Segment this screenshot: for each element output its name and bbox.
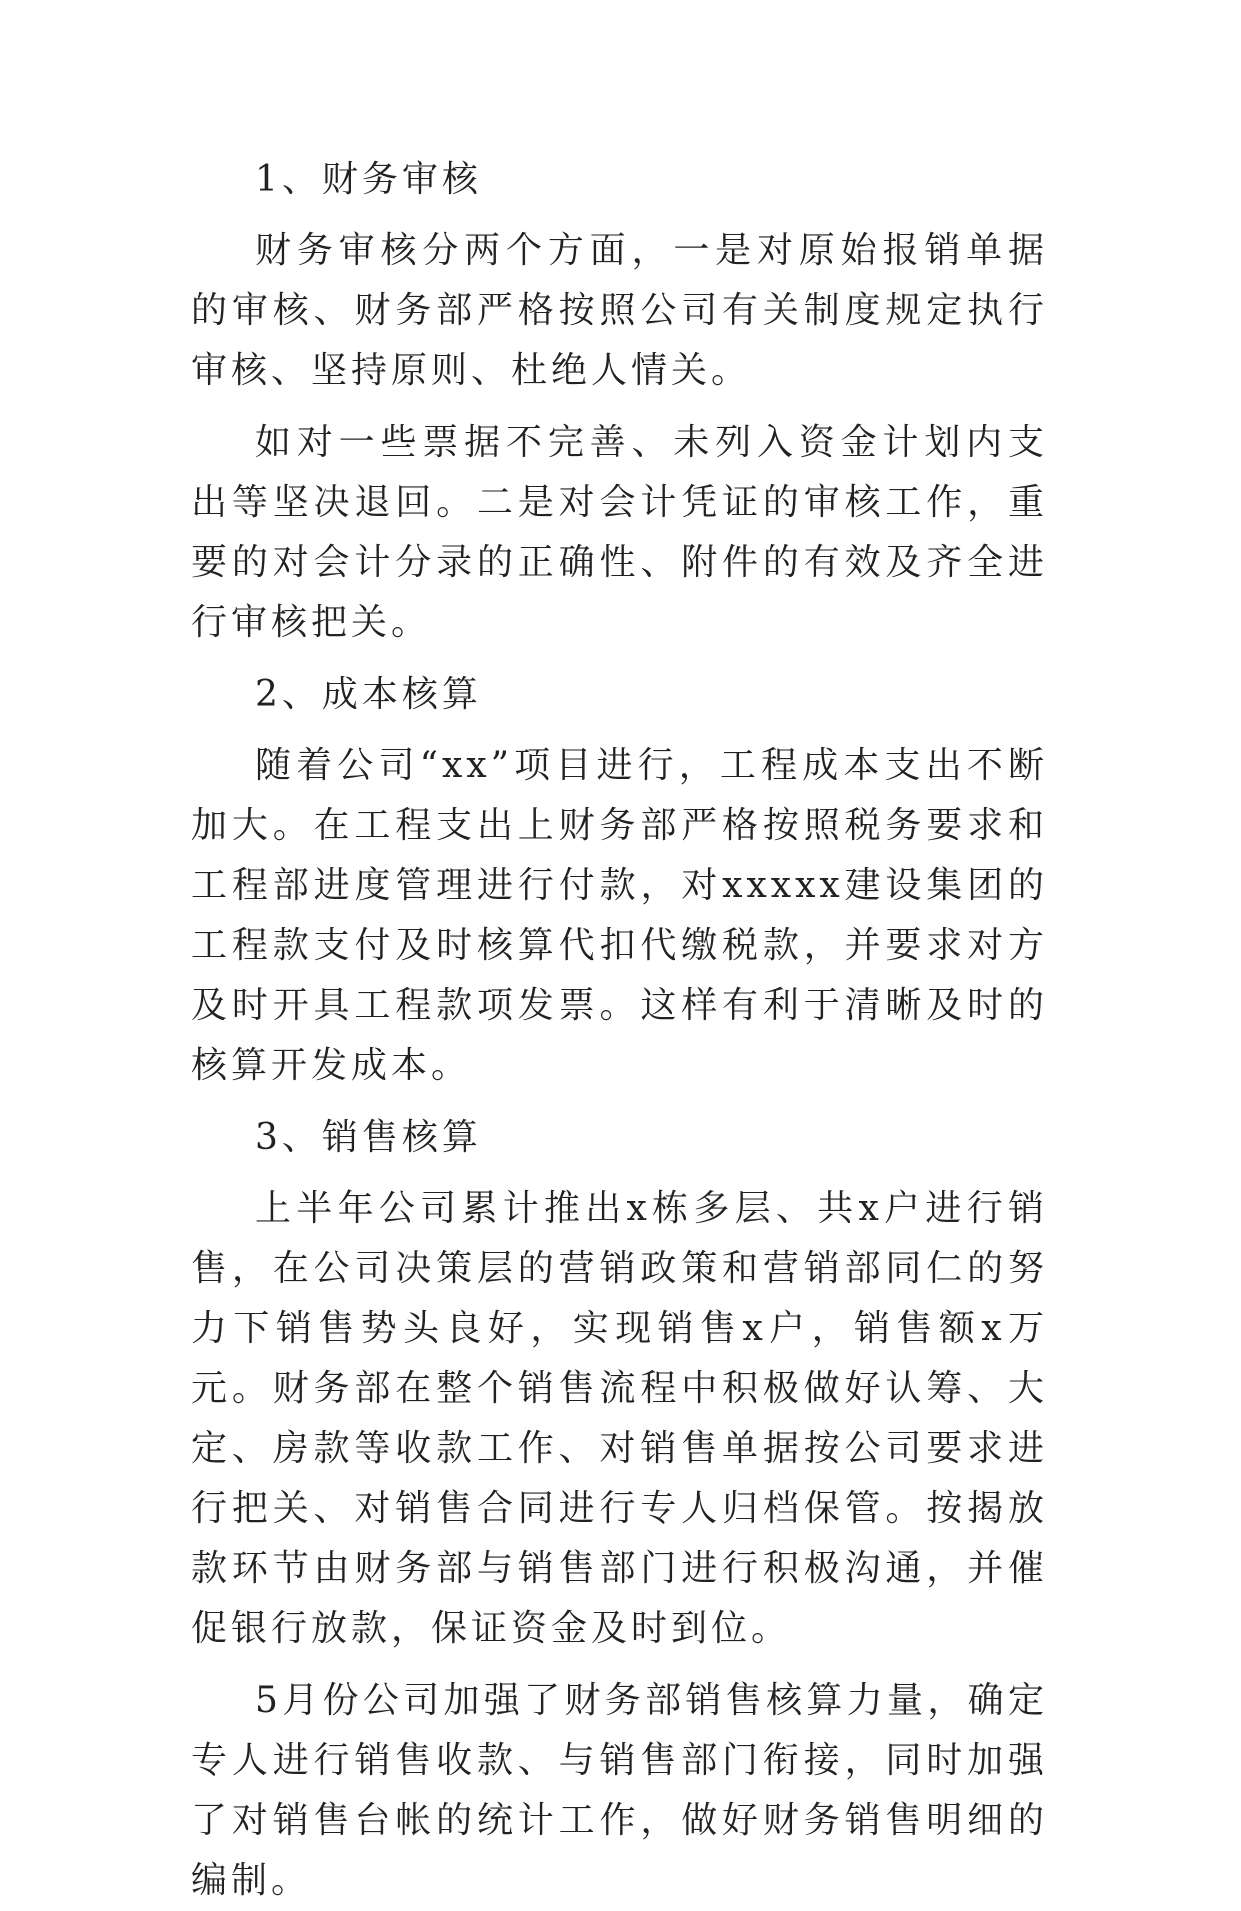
document-body (191, 150, 1048, 1911)
section-heading-financial-audit: 1、财务审核 (255, 159, 482, 200)
paragraph-sales-may: 5月份公司加强了财务部销售核算力量，确定专人进行销售收款、与销售部门衔接，同时加强了对销售台帐的统计工作，做好财务销售明细的编制。 (191, 1680, 1048, 1901)
section-heading-cost-accounting: 2、成本核算 (255, 674, 482, 715)
paragraph-audit-scope: 财务审核分两个方面，一是对原始报销单据的审核、财务部严格按照公司有关制度规定执行审核、坚持原则、杜绝人情关。 (191, 230, 1048, 391)
paragraph-sales-summary: 上半年公司累计推出x栋多层、共x户进行销售，在公司决策层的营销政策和营销部同仁的努力下销售势头良好，实现销售x户，销售额x万元。财务部在整个销售流程中积极做好认筹、大定、房款等收款工作、对销售单据按公司要求进行把关、对销售合同进行专人归档保管。按揭放款环节由财务部与销售部门进行积极沟通，并催促银行放款，保证资金及时到位。 (191, 1188, 1048, 1649)
paragraph-cost-accounting: 随着公司“xx”项目进行，工程成本支出不断加大。在工程支出上财务部严格按照税务要求和工程部进度管理进行付款，对xxxxx建设集团的工程款支付及时核算代扣代缴税款，并要求对方及时开具工程款项发票。这样有利于清晰及时的核算开发成本。 (191, 745, 1048, 1086)
paragraph-audit-rejection: 如对一些票据不完善、未列入资金计划内支出等坚决退回。二是对会计凭证的审核工作，重要的对会计分录的正确性、附件的有效及齐全进行审核把关。 (191, 422, 1048, 643)
section-heading-sales-accounting: 3、销售核算 (255, 1117, 482, 1158)
